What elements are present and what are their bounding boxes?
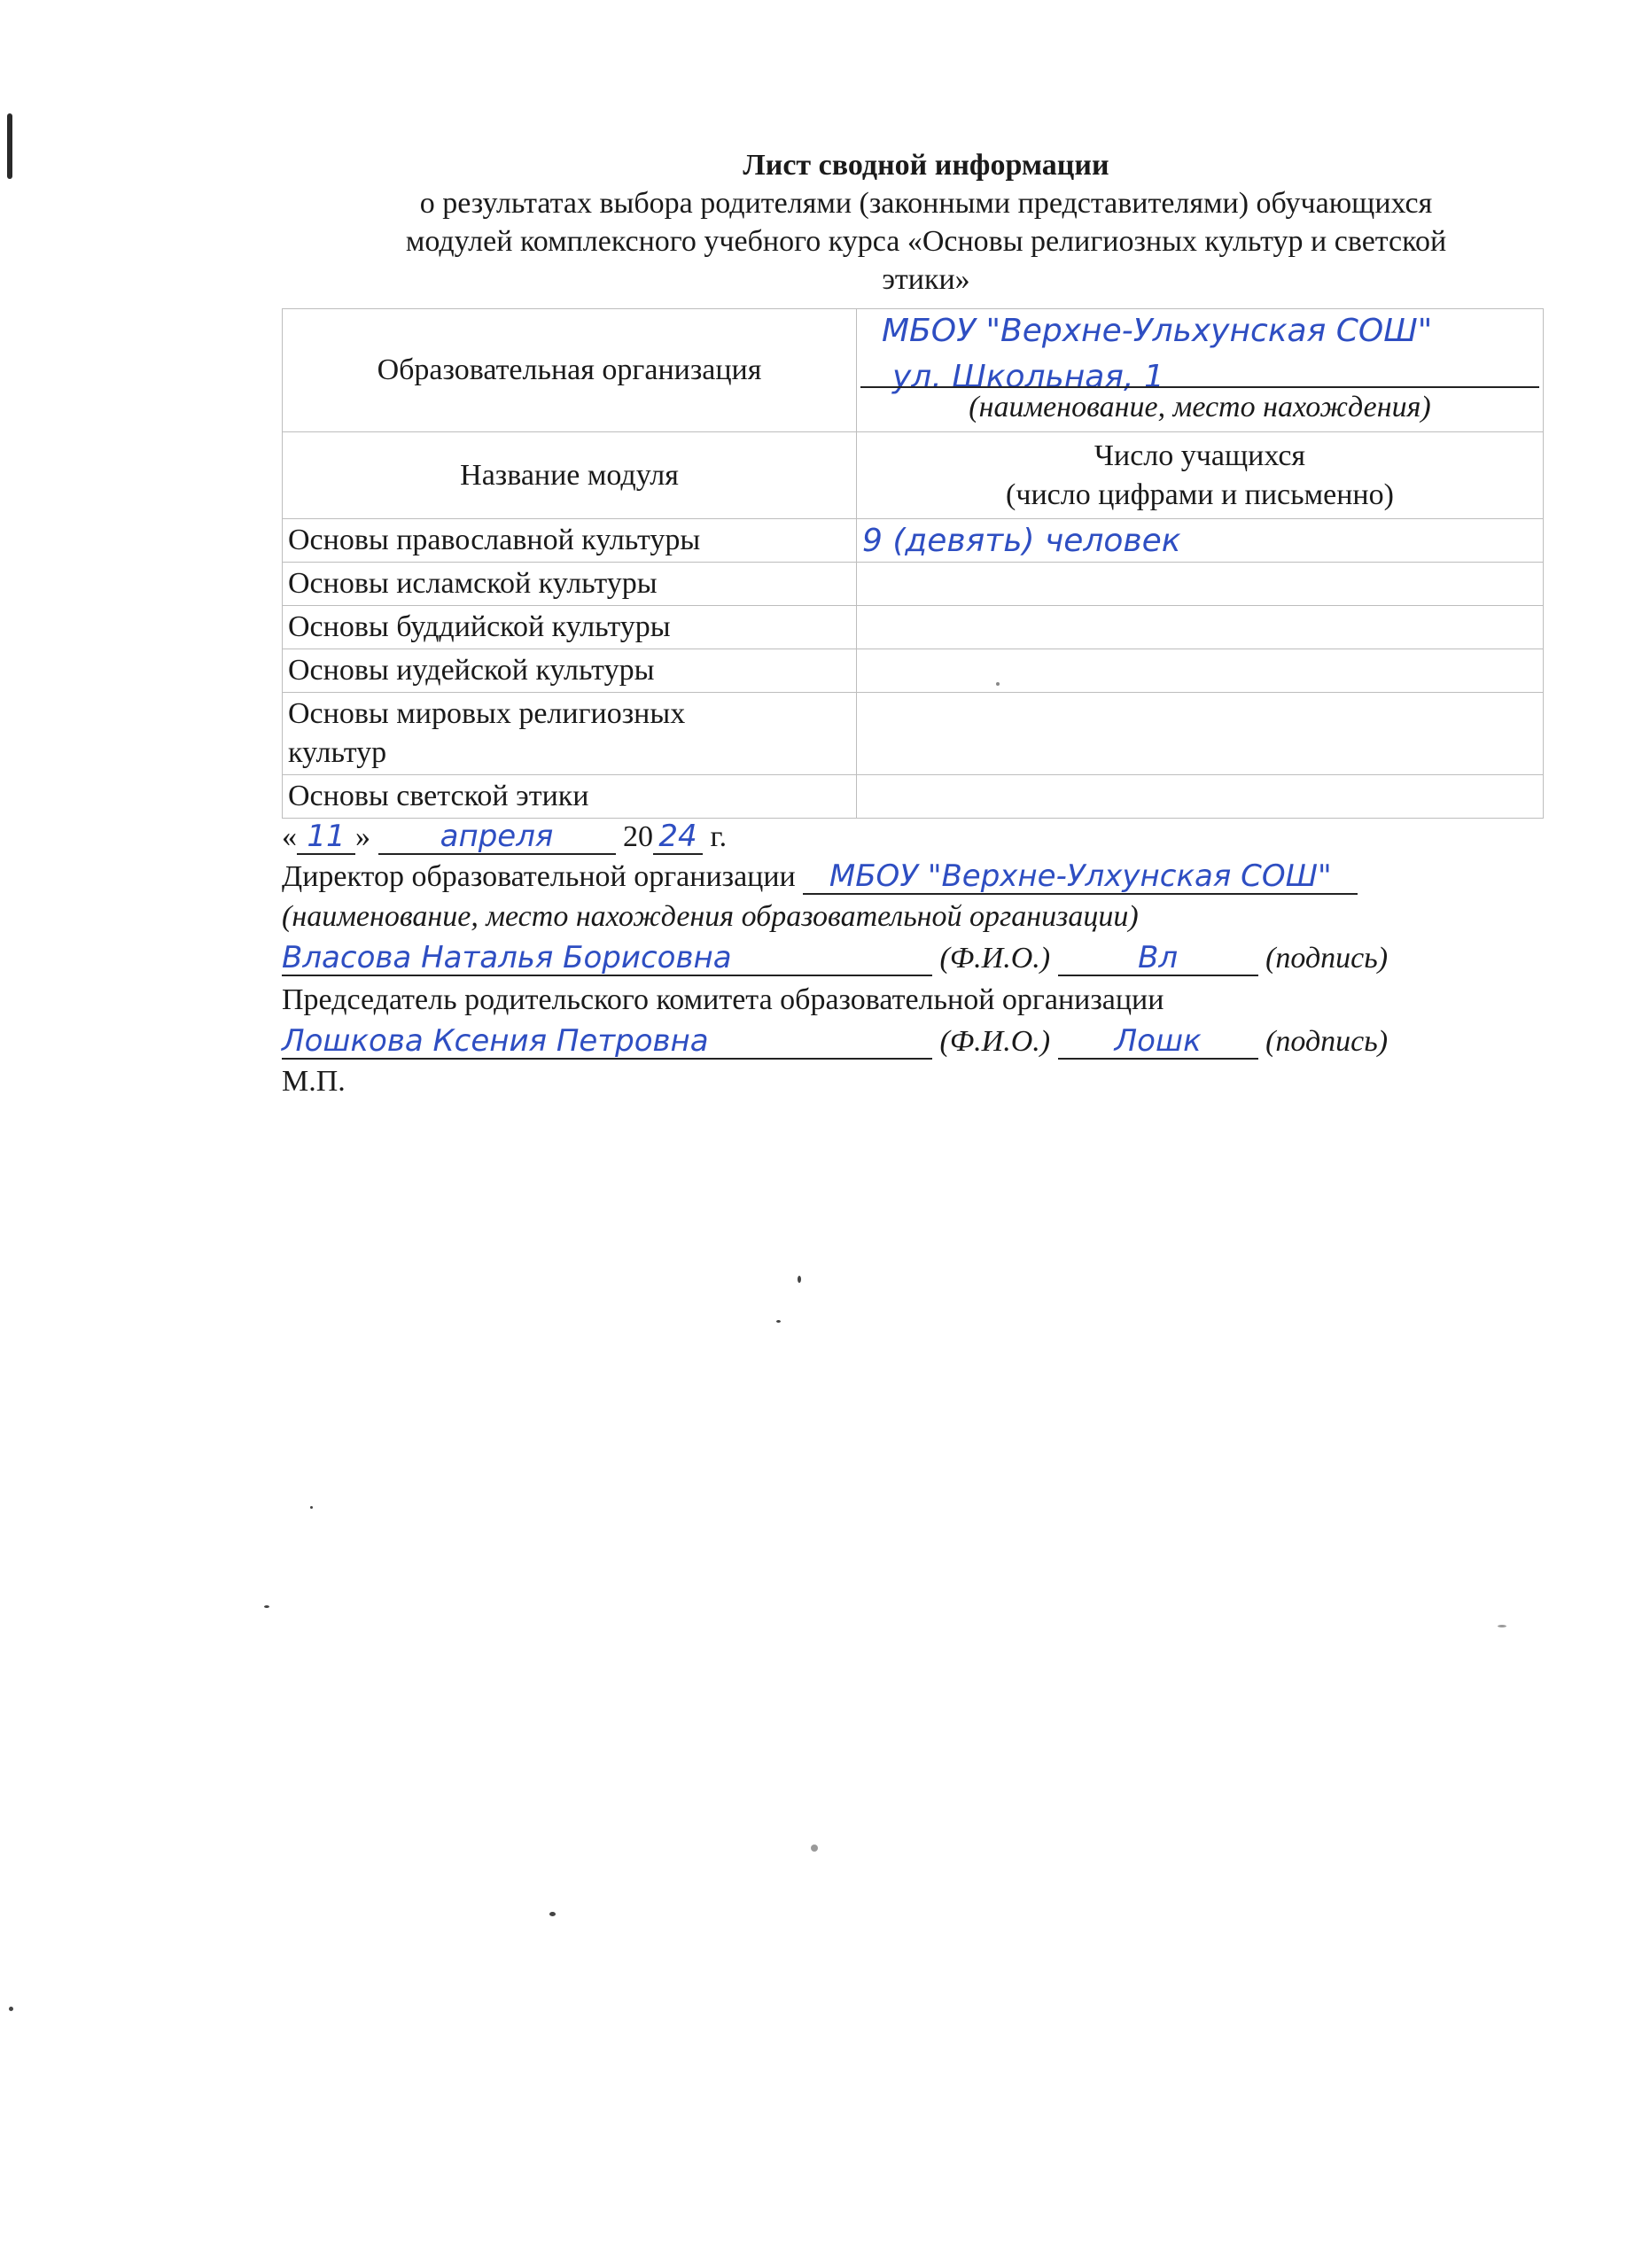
director-name-handwritten: Власова Наталья Борисовна <box>282 941 932 976</box>
document-title: Лист сводной информации <box>743 149 1109 182</box>
scan-speck <box>1498 1625 1506 1627</box>
chair-name-handwritten: Лошкова Ксения Петровна <box>282 1024 932 1060</box>
date-open-quote: « <box>282 820 297 853</box>
module-count <box>857 606 1544 649</box>
table-row <box>283 563 1544 606</box>
director-label: Директор образовательной организации <box>282 860 796 893</box>
module-name: Основы иудейской культуры <box>283 649 857 693</box>
column-header-row <box>283 432 1544 519</box>
document-subtitle-line: о результатах выбора родителями (законными представителями) обучающихся <box>419 187 1433 220</box>
module-name: Основы православной культуры <box>283 519 857 563</box>
date-year-handwritten: 24 <box>653 819 703 855</box>
table-row <box>283 649 1544 693</box>
org-row <box>283 309 1544 432</box>
scan-speck <box>310 1506 313 1509</box>
module-count-handwritten: 9 (девять) человек <box>857 519 1544 563</box>
module-name-line: Основы мировых религиозных <box>288 697 686 730</box>
chair-name-line <box>282 1024 1388 1060</box>
module-name: Основы исламской культуры <box>283 563 857 606</box>
module-count <box>857 563 1544 606</box>
module-count <box>857 775 1544 819</box>
scan-speck <box>811 1845 818 1852</box>
module-count <box>857 693 1544 775</box>
document-header <box>266 146 1586 299</box>
org-label: Образовательная организация <box>283 309 857 432</box>
count-column-header <box>857 432 1544 519</box>
count-header-line: (число цифрами и письменно) <box>1006 478 1394 511</box>
chair-label: Председатель родительского комитета образовательной организации <box>282 983 1164 1016</box>
director-org-handwritten: МБОУ "Верхне-Улхунская СОШ" <box>803 859 1358 895</box>
date-line <box>282 819 727 855</box>
table-row <box>283 693 1544 775</box>
document-subtitle-line: модулей комплексного учебного курса «Основы религиозных культур и светской <box>405 225 1447 258</box>
module-column-header: Название модуля <box>283 432 857 519</box>
scan-speck <box>9 2007 13 2011</box>
director-name-line <box>282 941 1388 976</box>
org-name-handwritten: МБОУ "Верхне-Ульхунская СОШ" <box>882 313 1433 349</box>
module-count <box>857 649 1544 693</box>
org-value-cell <box>857 309 1544 432</box>
count-header-line: Число учащихся <box>1094 439 1306 472</box>
scan-speck <box>549 1912 556 1916</box>
director-org-caption: (наименование, место нахождения образовательной организации) <box>282 900 1139 933</box>
document-subtitle-line: этики» <box>882 263 970 296</box>
date-year-end: г. <box>703 820 728 853</box>
org-address-handwritten: ул. Школьная, 1 <box>892 359 1164 395</box>
table-row <box>283 775 1544 819</box>
org-underline <box>860 386 1539 388</box>
scan-speck <box>798 1276 801 1283</box>
scan-speck <box>264 1605 269 1608</box>
director-signature: Вл <box>1058 941 1258 976</box>
stamp-label: М.П. <box>282 1065 346 1098</box>
scan-edge-mark <box>7 113 12 179</box>
date-close-quote: » <box>355 820 370 853</box>
signature-label: (подпись) <box>1265 942 1389 975</box>
date-day-handwritten: 11 <box>297 819 355 855</box>
scan-speck <box>776 1320 781 1323</box>
signature-label: (подпись) <box>1265 1025 1389 1058</box>
date-year-prefix: 20 <box>623 820 653 853</box>
module-name: Основы светской этики <box>283 775 857 819</box>
module-name <box>283 693 857 775</box>
org-caption: (наименование, место нахождения) <box>969 391 1431 423</box>
module-name-line: культур <box>288 736 387 769</box>
module-name: Основы буддийской культуры <box>283 606 857 649</box>
table-row <box>283 606 1544 649</box>
date-month-handwritten: апреля <box>378 819 616 855</box>
summary-table <box>282 308 1544 819</box>
fio-label: (Ф.И.О.) <box>939 942 1051 975</box>
fio-label: (Ф.И.О.) <box>939 1025 1051 1058</box>
table-row <box>283 519 1544 563</box>
chair-signature: Лошк <box>1058 1024 1258 1060</box>
director-line <box>282 859 1358 895</box>
